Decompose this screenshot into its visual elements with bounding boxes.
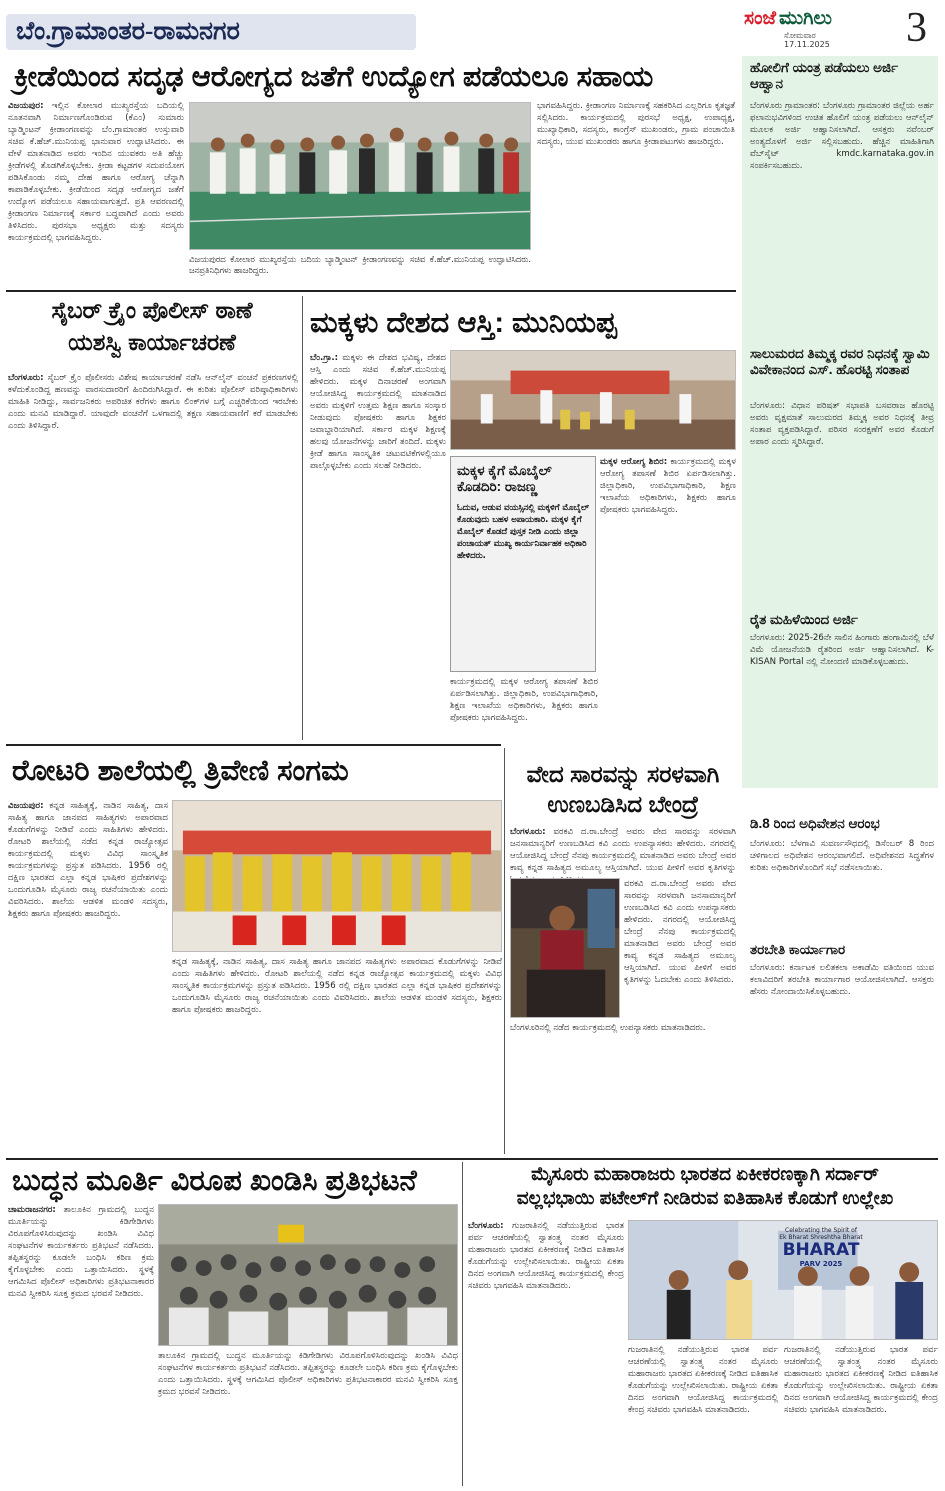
children-inset-box xyxy=(450,456,596,672)
children-body xyxy=(310,352,446,738)
cyber-body-text: ಸೈಬರ್ ಕ್ರೈಂ ಪೊಲೀಸರು ವಿಶೇಷ ಕಾರ್ಯಾಚರಣೆ ನಡೆಸಿ ಆನ್‌ಲೈನ್ ವಂಚನೆ ಪ್ರಕರಣಗಳಲ್ಲಿ ಕಳೆದುಕೊಂಡಿದ್ದ ಹಣವನ್ನು ವಾರಸುದಾರರಿಗೆ ಹಿಂದಿರುಗಿಸಿದ್ದಾರೆ. ಈ ಕುರಿತು ಪೊಲೀಸ್ ವರಿಷ್ಠಾಧಿಕಾರಿಗಳು ಮಾಹಿತಿ ನೀಡಿದ್ದು, ಸಾರ್ವಜನಿಕರು ಅಪರಿಚಿತ ಕರೆಗಳು ಹಾಗೂ ಲಿಂಕ್‌ಗಳ ಬಗ್ಗೆ ಎಚ್ಚರಿಕೆಯಿಂದ ಇರಬೇಕು ಎಂದು ಮನವಿ ಮಾಡಿದ್ದಾರೆ. ಯಾವುದೇ ವಂಚನೆಗೆ ಒಳಗಾದಲ್ಲಿ ತಕ್ಷಣ ಸಹಾಯವಾಣಿಗೆ ಕರೆ ಮಾಡಬೇಕು ಎಂದು ತಿಳಿಸಿದ್ದಾರೆ. xyxy=(8,373,298,431)
cyber-headline-line2: ಯಶಸ್ವಿ ಕಾರ್ಯಾಚರಣೆ xyxy=(68,329,236,355)
veda-body xyxy=(510,826,736,876)
patel-body-middle: ಗುಜರಾತಿನಲ್ಲಿ ನಡೆಯುತ್ತಿರುವ ಭಾರತ ಪರ್ವ ಆಚರಣೆಯಲ್ಲಿ ಸ್ವಾತಂತ್ರ್ಯ ನಂತರ ಮೈಸೂರು ಮಹಾರಾಜರು ಭಾರತದ ಏಕೀಕರಣಕ್ಕೆ ನೀಡಿದ ಐತಿಹಾಸಿಕ ಕೊಡುಗೆಯನ್ನು ಉಲ್ಲೇಖಿಸಲಾಯಿತು. ರಾಷ್ಟ್ರೀಯ ಏಕತಾ ದಿನದ ಅಂಗವಾಗಿ ಆಯೋಜಿಸಿದ್ದ ಕಾರ್ಯಕ್ರಮದಲ್ಲಿ ಕೇಂದ್ರ ಸಚಿವರು ಭಾಗವಹಿಸಿ ಮಾತನಾಡಿದರು. xyxy=(628,1345,778,1415)
patel-body-text: ಗುಜರಾತಿನಲ್ಲಿ ನಡೆಯುತ್ತಿರುವ ಭಾರತ ಪರ್ವ ಆಚರಣೆಯಲ್ಲಿ ಸ್ವಾತಂತ್ರ್ಯ ನಂತರ ಮೈಸೂರು ಮಹಾರಾಜರು ಭಾರತದ ಏಕೀಕರಣಕ್ಕೆ ನೀಡಿದ ಐತಿಹಾಸಿಕ ಕೊಡುಗೆಯನ್ನು ಉಲ್ಲೇಖಿಸಲಾಯಿತು. ರಾಷ್ಟ್ರೀಯ ಏಕತಾ ದಿನದ ಅಂಗವಾಗಿ ಆಯೋಜಿಸಿದ್ದ ಕಾರ್ಯಕ್ರಮದಲ್ಲಿ ಕೇಂದ್ರ ಸಚಿವರು ಭಾಗವಹಿಸಿ ಮಾತನಾಡಿದರು. xyxy=(468,1221,624,1291)
page-number: 3 xyxy=(906,5,927,51)
children-body-right xyxy=(600,456,736,738)
section-band xyxy=(6,14,416,50)
buddha-body-lower: ತಾಲೂಕಿನ ಗ್ರಾಮದಲ್ಲಿ ಬುದ್ಧನ ಮೂರ್ತಿಯನ್ನು ಕಿಡಿಗೇಡಿಗಳು ವಿರೂಪಗೊಳಿಸಿರುವುದನ್ನು ಖಂಡಿಸಿ ವಿವಿಧ ಸಂಘಟನೆಗಳ ಕಾರ್ಯಕರ್ತರು ಪ್ರತಿಭಟನೆ ನಡೆಸಿದರು. ತಪ್ಪಿತಸ್ಥರನ್ನು ಕೂಡಲೇ ಬಂಧಿಸಿ ಕಠಿಣ ಕ್ರಮ ಕೈಗೊಳ್ಳಬೇಕು ಎಂದು ಒತ್ತಾಯಿಸಿದರು. ಸ್ಥಳಕ್ಕೆ ಆಗಮಿಸಿದ ಪೊಲೀಸ್ ಅಧಿಕಾರಿಗಳು ಪ್ರತಿಭಟನಾಕಾರರ ಮನವಿ ಸ್ವೀಕರಿಸಿ ಸೂಕ್ತ ಕ್ರಮದ ಭರವಸೆ ನೀಡಿದರು. xyxy=(158,1351,458,1397)
brand-name-part1: ಸಂಜೆ xyxy=(744,8,777,29)
cyber-dateline: ಬೆಂಗಳೂರು: xyxy=(8,373,44,383)
brand-name-part2: ಮುಗಿಲು xyxy=(779,8,832,29)
rotary-body-text: ಕನ್ನಡ ಸಾಹಿತ್ಯಕ್ಕೆ, ನಾಡಿನ ಸಾಹಿತ್ಯ, ದಾಸ ಸಾಹಿತ್ಯ ಹಾಗೂ ಜಾನಪದ ಸಾಹಿತ್ಯಗಳು ಅಪಾರವಾದ ಕೊಡುಗೆಗಳನ್ನು ನೀಡಿವೆ ಎಂದು ಸಾಹಿತಿಗಳು ಹೇಳಿದರು. ರೋಟರಿ ಶಾಲೆಯಲ್ಲಿ ನಡೆದ ಕನ್ನಡ ರಾಜ್ಯೋತ್ಸವ ಕಾರ್ಯಕ್ರಮದಲ್ಲಿ ಮಕ್ಕಳು ವಿವಿಧ ಸಾಂಸ್ಕೃತಿಕ ಕಾರ್ಯಕ್ರಮಗಳನ್ನು ಪ್ರಸ್ತುತ ಪಡಿಸಿದರು. 1956 ರಲ್ಲಿ ದಕ್ಷಿಣ ಭಾರತದ ಎಲ್ಲಾ ಕನ್ನಡ ಭಾಷಿಕರ ಪ್ರದೇಶಗಳನ್ನು ಒಂದುಗೂಡಿಸಿ ಮೈಸೂರು ರಾಜ್ಯ ರಚನೆಯಾಯಿತು ಎಂದು ವಿವರಿಸಿದರು. ಶಾಲೆಯ ಆಡಳಿತ ಮಂಡಳಿ ಸದಸ್ಯರು, ಶಿಕ್ಷಕರು ಹಾಗೂ ಪೋಷಕರು ಹಾಜರಿದ್ದರು. xyxy=(8,801,169,919)
cyber-headline-line1: ಸೈಬರ್ ಕ್ರೈಂ ಪೊಲೀಸ್ ಠಾಣೆ xyxy=(51,297,253,323)
rotary-body xyxy=(8,800,168,1150)
rotary-body-lower: ಕನ್ನಡ ಸಾಹಿತ್ಯಕ್ಕೆ, ನಾಡಿನ ಸಾಹಿತ್ಯ, ದಾಸ ಸಾಹಿತ್ಯ ಹಾಗೂ ಜಾನಪದ ಸಾಹಿತ್ಯಗಳು ಅಪಾರವಾದ ಕೊಡುಗೆಗಳನ್ನು ನೀಡಿವೆ ಎಂದು ಸಾಹಿತಿಗಳು ಹೇಳಿದರು. ರೋಟರಿ ಶಾಲೆಯಲ್ಲಿ ನಡೆದ ಕನ್ನಡ ರಾಜ್ಯೋತ್ಸವ ಕಾರ್ಯಕ್ರಮದಲ್ಲಿ ಮಕ್ಕಳು ವಿವಿಧ ಸಾಂಸ್ಕೃತಿಕ ಕಾರ್ಯಕ್ರಮಗಳನ್ನು ಪ್ರಸ್ತುತ ಪಡಿಸಿದರು. 1956 ರಲ್ಲಿ ದಕ್ಷಿಣ ಭಾರತದ ಎಲ್ಲಾ ಕನ್ನಡ ಭಾಷಿಕರ ಪ್ರದೇಶಗಳನ್ನು ಒಂದುಗೂಡಿಸಿ ಮೈಸೂರು ರಾಜ್ಯ ರಚನೆಯಾಯಿತು ಎಂದು ವಿವರಿಸಿದರು. ಶಾಲೆಯ ಆಡಳಿತ ಮಂಡಳಿ ಸದಸ್ಯರು, ಶಿಕ್ಷಕರು ಹಾಗೂ ಪೋಷಕರು ಹಾಜರಿದ್ದರು. xyxy=(172,957,502,1015)
buddha-body xyxy=(8,1204,154,1486)
veda-body-lower xyxy=(510,1022,736,1150)
sports-body-right: ಭಾಗವಹಿಸಿದ್ದರು. ಕ್ರೀಡಾಂಗಣ ನಿರ್ಮಾಣಕ್ಕೆ ಸಹಕರಿಸಿದ ಎಲ್ಲರಿಗೂ ಕೃತಜ್ಞತೆ ಸಲ್ಲಿಸಿದರು. ಕಾರ್ಯಕ್ರಮದಲ್ಲಿ ಪುರಸಭೆ ಅಧ್ಯಕ್ಷ, ಉಪಾಧ್ಯಕ್ಷ, ಮುಖ್ಯಾಧಿಕಾರಿ, ಸದಸ್ಯರು, ಕಾಂಗ್ರೆಸ್ ಮುಖಂಡರು, ಗ್ರಾಮ ಪಂಚಾಯಿತಿ ಸದಸ್ಯರು, ಯುವ ಮುಖಂಡರು ಹಾಗೂ ಕ್ರೀಡಾಪಟುಗಳು ಹಾಜರಿದ್ದರು. xyxy=(537,101,735,147)
sidebar-heading-4: ಡಿ.8 ರಿಂದ ಅಧಿವೇಶನ ಆರಂಭ xyxy=(750,816,880,831)
sidebar-text-4: ಬೆಂಗಳೂರು: ಬೆಳಗಾವಿ ಸುವರ್ಣಸೌಧದಲ್ಲಿ ಡಿಸೆಂಬರ್ 8 ರಿಂದ ಚಳಿಗಾಲದ ಅಧಿವೇಶನ ಆರಂಭವಾಗಲಿದೆ. ಅಧಿವೇಶನದ ಸಿದ್ಧತೆಗಳ ಕುರಿತು ಅಧಿಕಾರಿಗಳೊಂದಿಗೆ ಸಭೆ ನಡೆಸಲಾಯಿತು. xyxy=(750,839,934,873)
inset-body: ಓದುವ, ಆಡುವ ವಯಸ್ಸಿನಲ್ಲಿ ಮಕ್ಕಳಿಗೆ ಮೊಬೈಲ್ ಕೊಡುವುದು ಬಹಳ ಅಪಾಯಕಾರಿ. ಮಕ್ಕಳ ಕೈಗೆ ಮೊಬೈಲ್ ಕೊಡದೆ ಪುಸ್ತಕ ನೀಡಿ ಎಂದು ಜಿಲ್ಲಾ ಪಂಚಾಯತ್ ಮುಖ್ಯ ಕಾರ್ಯನಿರ್ವಾಹಕ ಅಧಿಕಾರಿ ಹೇಳಿದರು. xyxy=(457,502,590,560)
patel-dateline: ಬೆಂಗಳೂರು: xyxy=(468,1221,504,1231)
divider xyxy=(6,1158,938,1160)
inset-headline: ಮಕ್ಕಳ ಕೈಗೆ ಮೊಬೈಲ್ ಕೊಡದಿರಿ: ರಾಜಣ್ಣ xyxy=(457,463,552,494)
children-event-photo xyxy=(450,350,736,450)
veda-body-text: ವರಕವಿ ದ.ರಾ.ಬೇಂದ್ರೆ ಅವರು ವೇದ ಸಾರವನ್ನು ಸರಳವಾಗಿ ಜನಸಾಮಾನ್ಯರಿಗೆ ಉಣಬಡಿಸಿದ ಕವಿ ಎಂದು ಉಪನ್ಯಾಸಕರು ಹೇಳಿದರು. ನಗರದಲ್ಲಿ ಆಯೋಜಿಸಿದ್ದ ಬೇಂದ್ರೆ ನೆನಪು ಕಾರ್ಯಕ್ರಮದಲ್ಲಿ ಮಾತನಾಡಿದ ಅವರು ಬೇಂದ್ರೆ ಅವರ ಕಾವ್ಯ ಕನ್ನಡ ಸಾಹಿತ್ಯದ ಅಮೂಲ್ಯ ಆಸ್ತಿಯಾಗಿದೆ. ಯುವ ಪೀಳಿಗೆ ಅವರ ಕೃತಿಗಳನ್ನು xyxy=(510,827,736,873)
banner-title-2: PARV 2025 xyxy=(799,1260,843,1268)
sports-headline: ಕ್ರೀಡೆಯಿಂದ ಸದೃಢ ಆರೋಗ್ಯದ ಜತೆಗೆ ಉದ್ಯೋಗ ಪಡೆಯಲೂ ಸಹಾಯ xyxy=(14,61,654,93)
children-body-text: ಮಕ್ಕಳು ಈ ದೇಶದ ಭವಿಷ್ಯ, ದೇಶದ ಆಸ್ತಿ ಎಂದು ಸಚಿವ ಕೆ.ಹೆಚ್.ಮುನಿಯಪ್ಪ ಹೇಳಿದರು. ಮಕ್ಕಳ ದಿನಾಚರಣೆ ಅಂಗವಾಗಿ ಆಯೋಜಿಸಿದ್ದ ಕಾರ್ಯಕ್ರಮದಲ್ಲಿ ಮಾತನಾಡಿದ ಅವರು ಮಕ್ಕಳಿಗೆ ಉತ್ತಮ ಶಿಕ್ಷಣ ಹಾಗೂ ಸಂಸ್ಕಾರ ನೀಡುವುದು ಪೋಷಕರು ಹಾಗೂ ಶಿಕ್ಷಕರ ಜವಾಬ್ದಾರಿಯಾಗಿದೆ. ಸರ್ಕಾರ ಮಕ್ಕಳ ಶಿಕ್ಷಣಕ್ಕೆ ಹಲವು ಯೋಜನೆಗಳನ್ನು ಜಾರಿಗೆ ತಂದಿದೆ. ಮಕ್ಕಳು ಕ್ರೀಡೆ ಹಾಗೂ ಸಾಂಸ್ಕೃತಿಕ ಚಟುವಟಿಕೆಗಳಲ್ಲಿಯೂ ಪಾಲ್ಗೊಳ್ಳಬೇಕು ಎಂದು ಸಲಹೆ ನೀಡಿದರು. xyxy=(310,353,446,471)
issue-date: 17.11.2025 xyxy=(784,40,830,49)
buddha-dateline: ಚಾಮರಾಜನಗರ: xyxy=(8,1205,56,1215)
column-divider xyxy=(462,1162,463,1486)
buddha-body-text: ತಾಲೂಕಿನ ಗ್ರಾಮದಲ್ಲಿ ಬುದ್ಧನ ಮೂರ್ತಿಯನ್ನು ಕಿಡಿಗೇಡಿಗಳು ವಿರೂಪಗೊಳಿಸಿರುವುದನ್ನು ಖಂಡಿಸಿ ವಿವಿಧ ಸಂಘಟನೆಗಳ ಕಾರ್ಯಕರ್ತರು ಪ್ರತಿಭಟನೆ ನಡೆಸಿದರು. ತಪ್ಪಿತಸ್ಥರನ್ನು ಕೂಡಲೇ ಬಂಧಿಸಿ ಕಠಿಣ ಕ್ರಮ ಕೈಗೊಳ್ಳಬೇಕು ಎಂದು ಒತ್ತಾಯಿಸಿದರು. ಸ್ಥಳಕ್ಕೆ ಆಗಮಿಸಿದ ಪೊಲೀಸ್ ಅಧಿಕಾರಿಗಳು ಪ್ರತಿಭಟನಾಕಾರರ ಮನವಿ ಸ್ವೀಕರಿಸಿ ಸೂಕ್ತ ಕ್ರಮದ ಭರವಸೆ ನೀಡಿದರು. xyxy=(8,1205,155,1299)
veda-headline-line2: ಉಣಬಡಿಸಿದ ಬೇಂದ್ರೆ xyxy=(547,791,699,817)
speaker-photo xyxy=(510,878,620,1018)
sidebar-heading-5: ತರಬೇತಿ ಕಾರ್ಯಾಗಾರ xyxy=(750,942,846,957)
children-dateline: ಬೆಂ.ಗ್ರಾ.: xyxy=(310,353,339,363)
rotary-school-photo xyxy=(172,800,502,952)
sidebar-text-3: ಬೆಂಗಳೂರು: 2025-26ನೇ ಸಾಲಿನ ಹಿಂಗಾರು ಹಂಗಾಮಿನಲ್ಲಿ ಬೆಳೆ ವಿಮೆ ಯೋಜನೆಯಡಿ ರೈತರಿಂದ ಅರ್ಜಿ ಆಹ್ವಾನಿಸಲಾಗಿದೆ. K-KISAN Portal ನಲ್ಲಿ ನೋಂದಣಿ ಮಾಡಿಕೊಳ್ಳಬಹುದು. xyxy=(750,633,934,667)
patel-body xyxy=(468,1220,624,1486)
rotary-headline: ರೋಟರಿ ಶಾಲೆಯಲ್ಲಿ ತ್ರಿವೇಣಿ ಸಂಗಮ xyxy=(12,755,349,787)
banner-line-2: Ek Bharat Shreshtha Bharat xyxy=(779,1234,863,1241)
veda-caption: ಬೆಂಗಳೂರಿನಲ್ಲಿ ನಡೆದ ಕಾರ್ಯಕ್ರಮದಲ್ಲಿ ಉಪನ್ಯಾಸಕರು ಮಾತನಾಡಿದರು. xyxy=(510,1023,706,1033)
banner-line-1: Celebrating the Spirit of xyxy=(785,1227,857,1234)
sidebar-heading-2: ಸಾಲುಮರದ ತಿಮ್ಮಕ್ಕ ರವರ ನಿಧನಕ್ಕೆ ಸ್ವಾಮಿ ವಿವೇಕಾನಂದ ಎಸ್. ಹೊರಟ್ಟಿ ಸಂತಾಪ xyxy=(750,346,930,377)
cyber-body xyxy=(8,372,298,738)
buddha-headline: ಬುದ್ಧನ ಮೂರ್ತಿ ವಿರೂಪ ಖಂಡಿಸಿ ಪ್ರತಿಭಟನೆ xyxy=(12,1165,417,1197)
rotary-dateline: ವಿಜಯಪುರ: xyxy=(8,801,44,811)
sports-body-left xyxy=(8,100,184,284)
veda-dateline: ಬೆಂಗಳೂರು: xyxy=(510,827,546,837)
badminton-photo xyxy=(189,102,531,250)
divider xyxy=(6,290,736,292)
children-headline: ಮಕ್ಕಳು ದೇಶದ ಆಸ್ತಿ: ಮುನಿಯಪ್ಪ xyxy=(310,307,617,339)
patel-body-right: ಗುಜರಾತಿನಲ್ಲಿ ನಡೆಯುತ್ತಿರುವ ಭಾರತ ಪರ್ವ ಆಚರಣೆಯಲ್ಲಿ ಸ್ವಾತಂತ್ರ್ಯ ನಂತರ ಮೈಸೂರು ಮಹಾರಾಜರು ಭಾರತದ ಏಕೀಕರಣಕ್ಕೆ ನೀಡಿದ ಐತಿಹಾಸಿಕ ಕೊಡುಗೆಯನ್ನು ಉಲ್ಲೇಖಿಸಲಾಯಿತು. ರಾಷ್ಟ್ರೀಯ ಏಕತಾ ದಿನದ ಅಂಗವಾಗಿ ಆಯೋಜಿಸಿದ್ದ ಕಾರ್ಯಕ್ರಮದಲ್ಲಿ ಕೇಂದ್ರ ಸಚಿವರು ಭಾಗವಹಿಸಿ ಮಾತನಾಡಿದರು. xyxy=(784,1345,938,1415)
divider xyxy=(6,744,501,746)
patel-headline-line2: ವಲ್ಲಭಭಾಯಿ ಪಟೇಲ್‌ಗೆ ನೀಡಿರುವ ಐತಿಹಾಸಿಕ ಕೊಡುಗೆ ಉಲ್ಲೇಖ xyxy=(516,1187,894,1208)
sidebar-heading-3: ರೈತ ಮಹಿಳೆಯಿಂದ ಅರ್ಜಿ xyxy=(750,612,858,627)
children-body-lower: ಕಾರ್ಯಕ್ರಮದಲ್ಲಿ ಮಕ್ಕಳ ಆರೋಗ್ಯ ತಪಾಸಣೆ ಶಿಬಿರ ಏರ್ಪಡಿಸಲಾಗಿತ್ತು. ಜಿಲ್ಲಾಧಿಕಾರಿ, ಉಪವಿಭಾಗಾಧಿಕಾರಿ, ಶಿಕ್ಷಣ ಇಲಾಖೆಯ ಅಧಿಕಾರಿಗಳು, ಶಿಕ್ಷಕರು ಹಾಗೂ ಪೋಷಕರು ಭಾಗವಹಿಸಿದ್ದರು. xyxy=(450,677,598,723)
newspaper-logo xyxy=(744,8,900,50)
sports-body-left-text: ಇಲ್ಲಿನ ಕೋಲಾರ ಮುಖ್ಯರಸ್ತೆಯ ಬದಿಯಲ್ಲಿ ನೂತನವಾಗಿ ನಿರ್ಮಾಣಗೊಂಡಿರುವ (ಕೆಎಂ) ಸುಮಾರು ಬ್ಯಾಡ್ಮಿಂಟನ್ ಕ್ರೀಡಾಂಗಣವನ್ನು ಬೆಂ.ಗ್ರಾಮಾಂತರ ಉಸ್ತುವಾರಿ ಸಚಿವ ಕೆ.ಹೆಚ್.ಮುನಿಯಪ್ಪ ಭಾನುವಾರ ಉದ್ಘಾಟಿಸಿದರು. ಈ ವೇಳೆ ಮಾತನಾಡಿದ ಅವರು ಇಂದಿನ ಯುವಕರು ಅತಿ ಹೆಚ್ಚು ಕ್ರೀಡೆಗಳಲ್ಲಿ ತೊಡಗಿಕೊಳ್ಳಬೇಕು. ಕ್ರೀಡಾ ಕಟ್ಟಡಗಳ ಸದುಪಯೋಗ ಪಡಿಸಿಕೊಂಡು ನಮ್ಮ ದೇಹ ಹಾಗೂ ಆರೋಗ್ಯ ಚೆನ್ನಾಗಿ ಕಾಪಾಡಿಕೊಳ್ಳಬೇಕು. ಕ್ರೀಡೆಯಿಂದ ಸದೃಢ ಆರೋಗ್ಯದ ಜತೆಗೆ ಉದ್ಯೋಗ ಪಡೆಯಲೂ ಸಹಾಯವಾಗುತ್ತದೆ. ಪ್ರತಿ ಆವರಣದಲ್ಲಿ ಕ್ರೀಡಾಂಗಣ ನಿರ್ಮಾಣಕ್ಕೆ ಸರ್ಕಾರ ಬದ್ಧವಾಗಿದೆ ಎಂದು ಅವರು ತಿಳಿಸಿದರು. ಪುರಸಭಾ ಅಧ್ಯಕ್ಷರು ಮತ್ತು ಸದಸ್ಯರು ಕಾರ್ಯಕ್ರಮದಲ್ಲಿ ಭಾಗವಹಿಸಿದ್ದರು. xyxy=(8,101,184,243)
children-subhead: ಮಕ್ಕಳ ಆರೋಗ್ಯ ಶಿಬಿರ: xyxy=(600,457,668,467)
bharat-parv-photo xyxy=(628,1220,938,1340)
veda-body-right: ವರಕವಿ ದ.ರಾ.ಬೇಂದ್ರೆ ಅವರು ವೇದ ಸಾರವನ್ನು ಸರಳವಾಗಿ ಜನಸಾಮಾನ್ಯರಿಗೆ ಉಣಬಡಿಸಿದ ಕವಿ ಎಂದು ಉಪನ್ಯಾಸಕರು ಹೇಳಿದರು. ನಗರದಲ್ಲಿ ಆಯೋಜಿಸಿದ್ದ ಬೇಂದ್ರೆ ನೆನಪು ಕಾರ್ಯಕ್ರಮದಲ್ಲಿ ಮಾತನಾಡಿದ ಅವರು ಬೇಂದ್ರೆ ಅವರ ಕಾವ್ಯ ಕನ್ನಡ ಸಾಹಿತ್ಯದ ಅಮೂಲ್ಯ ಆಸ್ತಿಯಾಗಿದೆ. ಯುವ ಪೀಳಿಗೆ ಅವರ ಕೃತಿಗಳನ್ನು ಓದಬೇಕು ಎಂದು ತಿಳಿಸಿದರು. xyxy=(624,879,736,985)
patel-headline-line1: ಮೈಸೂರು ಮಹಾರಾಜರು ಭಾರತದ ಏಕೀಕರಣಕ್ಕಾಗಿ ಸರ್ದಾರ್ xyxy=(531,1163,879,1184)
column-divider xyxy=(302,296,303,740)
sidebar-text-1: ಬೆಂಗಳೂರು ಗ್ರಾಮಾಂತರ: ಬೆಂಗಳೂರು ಗ್ರಾಮಾಂತರ ಜಿಲ್ಲೆಯ ಅರ್ಹ ಫಲಾನುಭವಿಗಳಿಂದ ಉಚಿತ ಹೊಲಿಗೆ ಯಂತ್ರ ಪಡೆಯಲು ಆನ್‌ಲೈನ್ ಮೂಲಕ ಅರ್ಜಿ ಆಹ್ವಾನಿಸಲಾಗಿದೆ. ಆಸಕ್ತರು ನವೆಂಬರ್ ಅಂತ್ಯದೊಳಗೆ ಅರ್ಜಿ ಸಲ್ಲಿಸಬಹುದು. ಹೆಚ್ಚಿನ ಮಾಹಿತಿಗಾಗಿ ವೆಬ್‌ಸೈಟ್ kmdc.karnataka.gov.in ಸಂಪರ್ಕಿಸಬಹುದು. xyxy=(750,101,934,171)
sidebar-heading-1: ಹೋಲಿಗೆ ಯಂತ್ರ ಪಡೆಯಲು ಅರ್ಜಿ ಆಹ್ವಾನ xyxy=(750,60,899,91)
children-body-right-text: ಕಾರ್ಯಕ್ರಮದಲ್ಲಿ ಮಕ್ಕಳ ಆರೋಗ್ಯ ತಪಾಸಣೆ ಶಿಬಿರ ಏರ್ಪಡಿಸಲಾಗಿತ್ತು. ಜಿಲ್ಲಾಧಿಕಾರಿ, ಉಪವಿಭಾಗಾಧಿಕಾರಿ, ಶಿಕ್ಷಣ ಇಲಾಖೆಯ ಅಧಿಕಾರಿಗಳು, ಶಿಕ್ಷಕರು ಹಾಗೂ ಪೋಷಕರು ಭಾಗವಹಿಸಿದ್ದರು. xyxy=(600,457,737,515)
veda-headline-line1: ವೇದ ಸಾರವನ್ನು ಸರಳವಾಗಿ xyxy=(526,761,720,787)
sidebar-text-5: ಬೆಂಗಳೂರು: ಕರ್ನಾಟಕ ಲಲಿತಕಲಾ ಅಕಾಡೆಮಿ ವತಿಯಿಂದ ಯುವ ಕಲಾವಿದರಿಗೆ ತರಬೇತಿ ಕಾರ್ಯಾಗಾರ ಆಯೋಜಿಸಲಾಗಿದೆ. ಆಸಕ್ತರು ಹೆಸರು ನೋಂದಾಯಿಸಿಕೊಳ್ಳಬಹುದು. xyxy=(750,963,934,997)
banner-title-1: BHARAT xyxy=(782,1240,860,1260)
issue-day: ಸೋಮವಾರ xyxy=(784,31,816,40)
column-divider xyxy=(504,748,505,1154)
protest-photo xyxy=(158,1204,458,1346)
sports-dateline: ವಿಜಯಪುರ: xyxy=(8,101,44,111)
section-title: ಬೆಂ.ಗ್ರಾಮಾಂತರ-ರಾಮನಗರ xyxy=(16,18,240,45)
sports-caption: ವಿಜಯಪುರದ ಕೋಲಾರ ಮುಖ್ಯರಸ್ತೆಯ ಬದಿಯ ಬ್ಯಾಡ್ಮಿಂಟನ್ ಕ್ರೀಡಾಂಗಣವನ್ನು ಸಚಿವ ಕೆ.ಹೆಚ್.ಮುನಿಯಪ್ಪ ಉದ್ಘಾಟಿಸಿದರು. ಜನಪ್ರತಿನಿಧಿಗಳು ಹಾಜರಿದ್ದರು. xyxy=(189,254,531,275)
sidebar-text-2: ಬೆಂಗಳೂರು: ವಿಧಾನ ಪರಿಷತ್ ಸಭಾಪತಿ ಬಸವರಾಜ ಹೊರಟ್ಟಿ ಅವರು ವೃಕ್ಷಮಾತೆ ಸಾಲುಮರದ ತಿಮ್ಮಕ್ಕ ಅವರ ನಿಧನಕ್ಕೆ ತೀವ್ರ ಸಂತಾಪ ವ್ಯಕ್ತಪಡಿಸಿದ್ದಾರೆ. ಪರಿಸರ ಸಂರಕ್ಷಣೆಗೆ ಅವರ ಕೊಡುಗೆ ಅಪಾರ ಎಂದು ಸ್ಮರಿಸಿದ್ದಾರೆ. xyxy=(750,401,934,447)
